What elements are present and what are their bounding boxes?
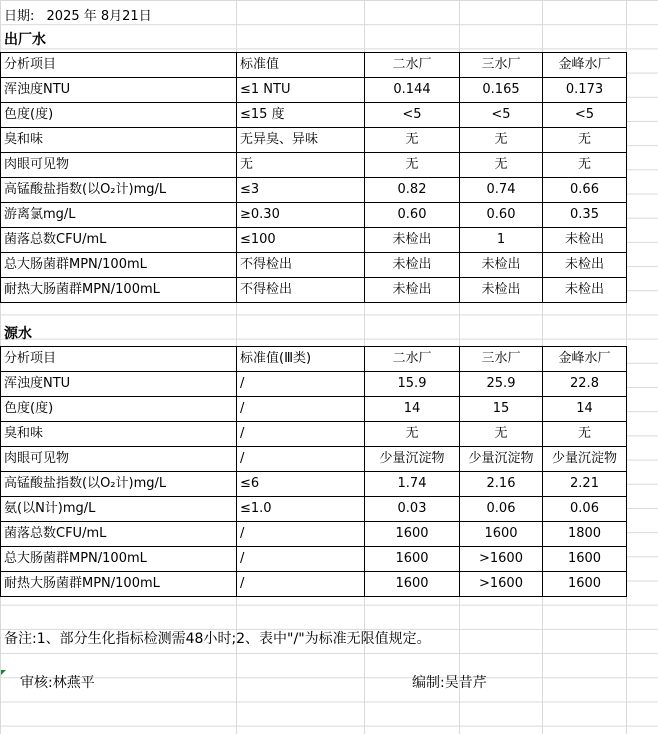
plant-value-cell[interactable]: 22.8 <box>543 372 627 397</box>
standard-value-cell[interactable]: 不得检出 <box>237 278 365 303</box>
table-row <box>1 278 627 303</box>
table-row <box>1 397 627 422</box>
standard-value-cell[interactable]: 无 <box>237 153 365 178</box>
standard-value-cell[interactable]: ≥0.30 <box>237 203 365 228</box>
item-name-cell[interactable]: 总大肠菌群MPN/100mL <box>1 253 237 278</box>
plant-value-cell[interactable]: 0.66 <box>543 178 627 203</box>
table-row <box>1 522 627 547</box>
plant-value-cell[interactable]: 0.173 <box>543 78 627 103</box>
plant-value-cell[interactable]: 未检出 <box>365 228 460 253</box>
item-name-cell[interactable]: 总大肠菌群MPN/100mL <box>1 547 237 572</box>
plant-value-cell[interactable]: 2.16 <box>460 472 543 497</box>
treated-water-title: 出厂水 <box>4 32 46 48</box>
date-label: 日期: <box>4 9 35 24</box>
plant-value-cell[interactable]: 未检出 <box>543 228 627 253</box>
plant-value-cell[interactable]: 1.74 <box>365 472 460 497</box>
standard-value-cell[interactable]: / <box>237 397 365 422</box>
table-row <box>1 253 627 278</box>
item-name-cell[interactable]: 高锰酸盐指数(以O₂计)mg/L <box>1 472 237 497</box>
plant-value-cell[interactable]: 1600 <box>365 572 460 597</box>
plant-value-cell[interactable]: 无 <box>460 153 543 178</box>
column-header[interactable]: 标准值(Ⅲ类) <box>237 347 365 372</box>
plant-value-cell[interactable]: 无 <box>543 128 627 153</box>
plant-value-cell[interactable]: 0.06 <box>543 497 627 522</box>
plant-value-cell[interactable]: 少量沉淀物 <box>460 447 543 472</box>
table-row <box>1 497 627 522</box>
standard-value-cell[interactable]: / <box>237 572 365 597</box>
table-row <box>1 472 627 497</box>
table-header-row <box>1 53 627 78</box>
plant-value-cell[interactable]: 0.60 <box>460 203 543 228</box>
table-row <box>1 228 627 253</box>
editor: 编制:吴昔芹 <box>412 675 487 691</box>
plant-value-cell[interactable]: 0.165 <box>460 78 543 103</box>
item-name-cell[interactable]: 臭和味 <box>1 422 237 447</box>
column-header[interactable]: 三水厂 <box>460 53 543 78</box>
item-name-cell[interactable]: 色度(度) <box>1 397 237 422</box>
plant-value-cell[interactable]: >1600 <box>460 547 543 572</box>
footer-note: 备注:1、部分生化指标检测需48小时;2、表中"/"为标准无限值规定。 <box>4 631 431 647</box>
plant-value-cell[interactable]: 无 <box>543 153 627 178</box>
plant-value-cell[interactable]: 14 <box>543 397 627 422</box>
item-name-cell[interactable]: 高锰酸盐指数(以O₂计)mg/L <box>1 178 237 203</box>
standard-value-cell[interactable]: ≤3 <box>237 178 365 203</box>
plant-value-cell[interactable]: 15.9 <box>365 372 460 397</box>
plant-value-cell[interactable]: 1800 <box>543 522 627 547</box>
source-water-title: 源水 <box>4 326 32 342</box>
plant-value-cell[interactable]: 少量沉淀物 <box>365 447 460 472</box>
plant-value-cell[interactable]: 0.06 <box>460 497 543 522</box>
item-name-cell[interactable]: 氨(以N计)mg/L <box>1 497 237 522</box>
item-name-cell[interactable]: 肉眼可见物 <box>1 447 237 472</box>
table-row <box>1 447 627 472</box>
item-name-cell[interactable]: 浑浊度NTU <box>1 372 237 397</box>
item-name-cell[interactable]: 色度(度) <box>1 103 237 128</box>
plant-value-cell[interactable]: 1600 <box>365 547 460 572</box>
column-header[interactable]: 分析项目 <box>1 53 237 78</box>
standard-value-cell[interactable]: ≤1 NTU <box>237 78 365 103</box>
column-header[interactable]: 三水厂 <box>460 347 543 372</box>
plant-value-cell[interactable]: 无 <box>543 422 627 447</box>
plant-value-cell[interactable]: 0.60 <box>365 203 460 228</box>
table-header-row <box>1 347 627 372</box>
plant-value-cell[interactable]: 未检出 <box>365 253 460 278</box>
plant-value-cell[interactable]: 未检出 <box>460 278 543 303</box>
standard-value-cell[interactable]: 无异臭、异味 <box>237 128 365 153</box>
treated-water-table <box>0 52 627 303</box>
table-row <box>1 128 627 153</box>
plant-value-cell[interactable]: 未检出 <box>543 253 627 278</box>
standard-value-cell[interactable]: 不得检出 <box>237 253 365 278</box>
item-name-cell[interactable]: 耐热大肠菌群MPN/100mL <box>1 572 237 597</box>
column-header[interactable]: 二水厂 <box>365 347 460 372</box>
plant-value-cell[interactable]: 0.144 <box>365 78 460 103</box>
standard-value-cell[interactable]: ≤6 <box>237 472 365 497</box>
column-header[interactable]: 金峰水厂 <box>543 53 627 78</box>
item-name-cell[interactable]: 耐热大肠菌群MPN/100mL <box>1 278 237 303</box>
standard-value-cell[interactable]: / <box>237 447 365 472</box>
plant-value-cell[interactable]: <5 <box>365 103 460 128</box>
plant-value-cell[interactable]: 无 <box>460 422 543 447</box>
column-header[interactable]: 分析项目 <box>1 347 237 372</box>
standard-value-cell[interactable]: / <box>237 522 365 547</box>
item-name-cell[interactable]: 菌落总数CFU/mL <box>1 228 237 253</box>
plant-value-cell[interactable]: 无 <box>365 153 460 178</box>
plant-value-cell[interactable]: 14 <box>365 397 460 422</box>
item-name-cell[interactable]: 菌落总数CFU/mL <box>1 522 237 547</box>
date-value: 2025 年 8月21日 <box>46 9 152 24</box>
column-header[interactable]: 标准值 <box>237 53 365 78</box>
plant-value-cell[interactable]: 无 <box>365 422 460 447</box>
plant-value-cell[interactable]: 1 <box>460 228 543 253</box>
table-row <box>1 103 627 128</box>
table-row <box>1 178 627 203</box>
plant-value-cell[interactable]: 0.74 <box>460 178 543 203</box>
plant-value-cell[interactable]: 1600 <box>460 522 543 547</box>
plant-value-cell[interactable]: 未检出 <box>543 278 627 303</box>
reviewer: 审核:林燕平 <box>20 675 95 691</box>
cell-marker-icon <box>1 670 6 675</box>
table-row <box>1 572 627 597</box>
plant-value-cell[interactable]: 0.82 <box>365 178 460 203</box>
table-row <box>1 547 627 572</box>
plant-value-cell[interactable]: 15 <box>460 397 543 422</box>
standard-value-cell[interactable]: ≤1.0 <box>237 497 365 522</box>
plant-value-cell[interactable]: 1600 <box>543 547 627 572</box>
item-name-cell[interactable]: 游离氯mg/L <box>1 203 237 228</box>
standard-value-cell[interactable]: / <box>237 422 365 447</box>
column-header[interactable]: 二水厂 <box>365 53 460 78</box>
table-row <box>1 372 627 397</box>
plant-value-cell[interactable]: 0.03 <box>365 497 460 522</box>
plant-value-cell[interactable]: <5 <box>460 103 543 128</box>
source-water-table <box>0 346 627 597</box>
standard-value-cell[interactable]: / <box>237 547 365 572</box>
plant-value-cell[interactable]: 2.21 <box>543 472 627 497</box>
plant-value-cell[interactable]: 无 <box>365 128 460 153</box>
standard-value-cell[interactable]: ≤15 度 <box>237 103 365 128</box>
item-name-cell[interactable]: 臭和味 <box>1 128 237 153</box>
table-row <box>1 78 627 103</box>
plant-value-cell[interactable]: 未检出 <box>460 253 543 278</box>
plant-value-cell[interactable]: 1600 <box>543 572 627 597</box>
plant-value-cell[interactable]: 25.9 <box>460 372 543 397</box>
standard-value-cell[interactable]: / <box>237 372 365 397</box>
plant-value-cell[interactable]: >1600 <box>460 572 543 597</box>
plant-value-cell[interactable]: 0.35 <box>543 203 627 228</box>
plant-value-cell[interactable]: 无 <box>460 128 543 153</box>
plant-value-cell[interactable]: 未检出 <box>365 278 460 303</box>
item-name-cell[interactable]: 浑浊度NTU <box>1 78 237 103</box>
report-date <box>4 8 152 26</box>
table-row <box>1 422 627 447</box>
item-name-cell[interactable]: 肉眼可见物 <box>1 153 237 178</box>
plant-value-cell[interactable]: 少量沉淀物 <box>543 447 627 472</box>
table-row <box>1 153 627 178</box>
column-header[interactable]: 金峰水厂 <box>543 347 627 372</box>
table-row <box>1 203 627 228</box>
plant-value-cell[interactable]: <5 <box>543 103 627 128</box>
plant-value-cell[interactable]: 1600 <box>365 522 460 547</box>
standard-value-cell[interactable]: ≤100 <box>237 228 365 253</box>
